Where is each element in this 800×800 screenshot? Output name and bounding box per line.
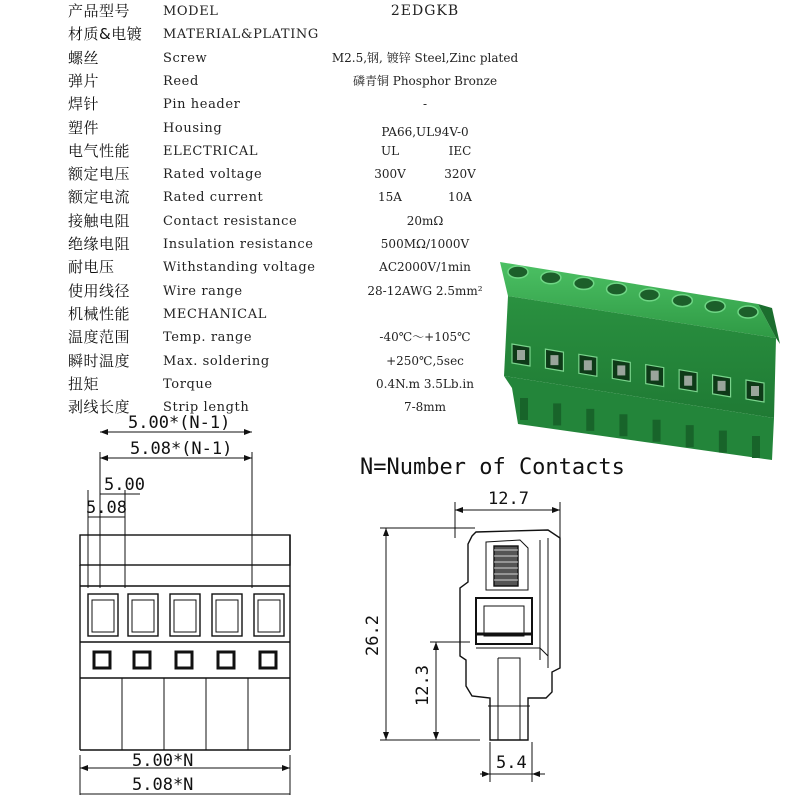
screw-access bbox=[218, 652, 234, 668]
spec-label-en: Max. soldering bbox=[163, 353, 270, 369]
screw-hole bbox=[508, 266, 528, 278]
spec-label-en: Torque bbox=[163, 376, 213, 392]
spec-value-iec: IEC bbox=[448, 143, 472, 158]
spec-label-en: Screw bbox=[163, 50, 208, 66]
screw-access bbox=[134, 652, 150, 668]
screw-hole bbox=[574, 277, 594, 289]
spec-label-zh: 扭矩 bbox=[68, 374, 100, 393]
spec-value: 500MΩ/1000V bbox=[380, 237, 470, 251]
spec-label-zh: 焊针 bbox=[68, 95, 100, 114]
spec-value: -40℃～+105℃ bbox=[379, 330, 471, 345]
spec-row bbox=[0, 93, 800, 116]
spec-label-en: Pin header bbox=[163, 97, 241, 113]
spec-label-zh: 瞬时温度 bbox=[68, 351, 131, 370]
drawing-caption: N=Number of Contacts bbox=[360, 455, 625, 480]
spec-value: 磷青铜 Phosphor Bronze bbox=[352, 73, 498, 88]
spec-row bbox=[0, 140, 800, 163]
spec-value-ul: 300V bbox=[374, 167, 406, 182]
spec-label-zh: 绝缘电阻 bbox=[68, 235, 131, 253]
spec-label-en: Reed bbox=[163, 73, 199, 89]
spec-value: M2.5,钢, 镀锌 Steel,Zinc plated bbox=[331, 50, 519, 65]
screw-access bbox=[260, 652, 276, 668]
spec-label-en: Wire range bbox=[163, 283, 243, 299]
spec-label-en: Housing bbox=[163, 120, 223, 136]
spec-row bbox=[0, 186, 800, 209]
spec-label-zh: 使用线径 bbox=[68, 281, 131, 300]
screw-access bbox=[94, 652, 110, 668]
spec-label-zh: 机械性能 bbox=[68, 304, 131, 323]
screw-access bbox=[176, 652, 192, 668]
spec-value: 28-12AWG 2.5mm² bbox=[367, 283, 483, 298]
spec-value-ul: UL bbox=[380, 143, 400, 158]
dim-pitch-2: 5.08 bbox=[86, 498, 127, 518]
spec-label-zh: 产品型号 bbox=[68, 2, 131, 20]
spec-label-zh: 弹片 bbox=[68, 71, 100, 90]
dim-pin-height: 12.3 bbox=[413, 665, 433, 706]
spec-value: 7-8mm bbox=[403, 400, 447, 415]
spec-value-iec: 10A bbox=[448, 190, 472, 205]
spec-label-en: Withstanding voltage bbox=[163, 260, 316, 276]
screw-hole bbox=[705, 300, 725, 312]
dim-pitch-1: 5.00 bbox=[104, 475, 145, 495]
spec-row bbox=[0, 70, 800, 93]
spec-value-iec: 320V bbox=[444, 167, 476, 182]
spec-label-zh: 接触电阻 bbox=[68, 211, 131, 230]
spec-label-en: Rated voltage bbox=[163, 167, 263, 183]
screw-hole bbox=[672, 295, 692, 307]
screw-hole bbox=[541, 272, 561, 284]
spec-label-zh: 螺丝 bbox=[68, 48, 100, 67]
spec-label-en: Strip length bbox=[163, 400, 250, 416]
spec-label-zh: 塑件 bbox=[68, 118, 100, 137]
spec-value: - bbox=[422, 97, 428, 112]
dim-top-2: 5.08*(N-1) bbox=[130, 439, 233, 459]
spec-label-en: Contact resistance bbox=[163, 213, 298, 229]
spec-value: 20mΩ bbox=[406, 213, 444, 228]
spec-value: +250℃,5sec bbox=[386, 353, 464, 368]
spec-value: AC2000V/1min bbox=[379, 260, 471, 275]
spec-row bbox=[0, 117, 800, 140]
spec-label-zh: 耐电压 bbox=[68, 258, 115, 277]
spec-row bbox=[0, 0, 800, 23]
spec-row bbox=[0, 23, 800, 46]
spec-row bbox=[0, 163, 800, 186]
spec-value-ul: 15A bbox=[378, 190, 402, 205]
spec-value: PA66,UL94V-0 bbox=[381, 124, 469, 139]
spec-label-zh: 材质&电镀 bbox=[68, 25, 143, 44]
technical-drawing bbox=[0, 410, 800, 800]
dim-bottom-1: 5.00*N bbox=[132, 751, 194, 771]
spec-row bbox=[0, 47, 800, 70]
spec-label-en: Insulation resistance bbox=[163, 237, 314, 252]
dim-top-1: 5.00*(N-1) bbox=[128, 413, 231, 433]
spec-row bbox=[0, 210, 800, 233]
spec-label-zh: 剥线长度 bbox=[68, 398, 131, 417]
spec-label-en: Rated current bbox=[163, 190, 264, 206]
screw-hole bbox=[607, 283, 627, 295]
screw-hole bbox=[738, 306, 758, 318]
spec-label-en: ELECTRICAL bbox=[163, 143, 259, 159]
spec-label-zh: 额定电流 bbox=[68, 188, 131, 207]
spec-label-en: MATERIAL&PLATING bbox=[163, 27, 319, 43]
dim-bottom-2: 5.08*N bbox=[132, 775, 194, 795]
spec-label-en: Temp. range bbox=[163, 330, 253, 346]
spec-label-zh: 电气性能 bbox=[68, 141, 131, 160]
spec-label-en: MODEL bbox=[163, 4, 219, 19]
dim-side-height: 26.2 bbox=[363, 615, 383, 656]
dim-pin-width: 5.4 bbox=[496, 753, 527, 773]
side-view bbox=[380, 502, 560, 782]
spec-label-en: MECHANICAL bbox=[163, 306, 267, 322]
screw-hole bbox=[639, 289, 659, 301]
dim-side-width: 12.7 bbox=[488, 489, 529, 509]
spec-value: 0.4N.m 3.5Lb.in bbox=[376, 376, 474, 391]
spec-label-zh: 额定电压 bbox=[68, 165, 131, 184]
spec-value: 2EDGKB bbox=[390, 3, 460, 19]
spec-label-zh: 温度范围 bbox=[68, 328, 131, 347]
